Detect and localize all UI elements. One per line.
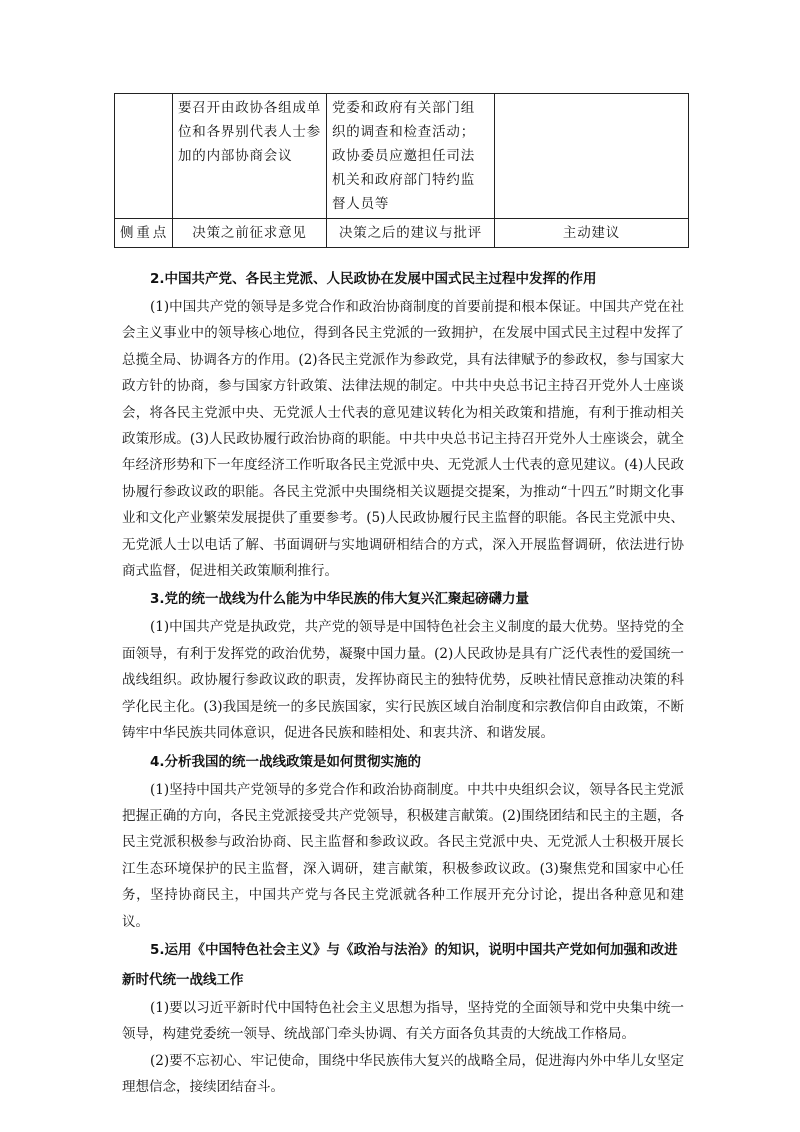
table-cell: 决策之后的建议与批评	[327, 219, 495, 248]
table-cell	[495, 94, 689, 219]
section-paragraph: (1)坚持中国共产党领导的多党合作和政治协商制度。中共中央组织会议，领导各民主党派把握正确的方向，各民主党派接受共产党领导，积极建言献策。(2)围绕团结和民主的主题，各民主党派积极参与政治协商、民主监督和参政议政。各民主党派中央、无党派人士积极开展长江生态环境保护的民主监督，深入调研，建言献策，积极参政议政。(3)聚焦党和国家中心任务，坚持协商民主，中国共产党与各民主党派就各种工作展开充分讨论，提出各种意见和建议。	[122, 781, 684, 930]
section-paragraph: (2)要不忘初心、牢记使命，围绕中华民族伟大复兴的战略全局，促进海内外中华儿女坚定理想信念，接续团结奋斗。	[122, 1052, 684, 1096]
section-paragraph: (1)中国共产党的领导是多党合作和政治协商制度的首要前提和根本保证。中国共产党在社会主义事业中的领导核心地位，得到各民主党派的一致拥护，在发展中国式民主过程中发挥了总揽全局、协调各方的作用。(2)各民主党派作为参政党，具有法律赋予的参政权，参与国家大政方针的协商，参与国家方针政策、法律法规的制定。中共中央总书记主持召开党外人士座谈会，将各民主党派中央、无党派人士代表的意见建议转化为相关政策和措施，有利于推动相关政策形成。(3)人民政协履行政治协商的职能。中共中央总书记主持召开党外人士座谈会，就全年经济形势和下一年度经济工作听取各民主党派中央、无党派人士代表的意见建议。(4)人民政协履行参政议政的职能。各民主党派中央围绕相关议题提交提案，为推动“十四五”时期文化事业和文化产业繁荣发展提供了重要参考。(5)人民政协履行民主监督的职能。各民主党派中央、无党派人士以电话了解、书面调研与实地调研相结合的方式，深入开展监督调研，依法进行协商式监督，促进相关政策顺利推行。	[122, 299, 684, 580]
section-heading: 4.分析我国的统一战线政策是如何贯彻实施的	[150, 753, 422, 770]
section-heading: 5.运用《中国特色社会主义》与《政治与法治》的知识，说明中国共产党如何加强和改进新时代统一战线工作	[122, 941, 678, 988]
table-cell: 主动建议	[495, 219, 689, 248]
table-row	[115, 219, 689, 248]
table-cell	[115, 94, 173, 219]
table-cell: 党委和政府有关部门组织的调查和检查活动；政协委员应邀担任司法机关和政府部门特约监督人员等	[327, 94, 495, 219]
section-paragraph: (1)要以习近平新时代中国特色社会主义思想为指导，坚持党的全面领导和党中央集中统一领导，构建党委统一领导、统战部门牵头协调、有关方面各负其责的大统战工作格局。	[122, 999, 684, 1043]
comparison-table	[114, 93, 689, 248]
answer-content	[122, 264, 684, 1101]
table-cell: 要召开由政协各组成单位和各界别代表人士参加的内部协商会议	[173, 94, 327, 219]
section-heading: 3.党的统一战线为什么能为中华民族的伟大复兴汇聚起磅礴力量	[150, 591, 530, 608]
section-paragraph: (1)中国共产党是执政党，共产党的领导是中国特色社会主义制度的最大优势。坚持党的全面领导，有利于发挥党的政治优势，凝聚中国力量。(2)人民政协是具有广泛代表性的爱国统一战线组织。政协履行参政议政的职责，发挥协商民主的独特优势，反映社情民意推动决策的科学化民主化。(3)我国是统一的多民族国家，实行民族区域自治制度和宗教信仰自由政策，不断铸牢中华民族共同体意识，促进各民族和睦相处、和衷共济、和谐发展。	[122, 619, 684, 742]
table-row	[115, 94, 689, 219]
section-heading: 2.中国共产党、各民主党派、人民政协在发展中国式民主过程中发挥的作用	[150, 271, 597, 287]
table-cell: 决策之前征求意见	[173, 219, 327, 248]
row-header-cell: 侧重点	[115, 219, 173, 248]
